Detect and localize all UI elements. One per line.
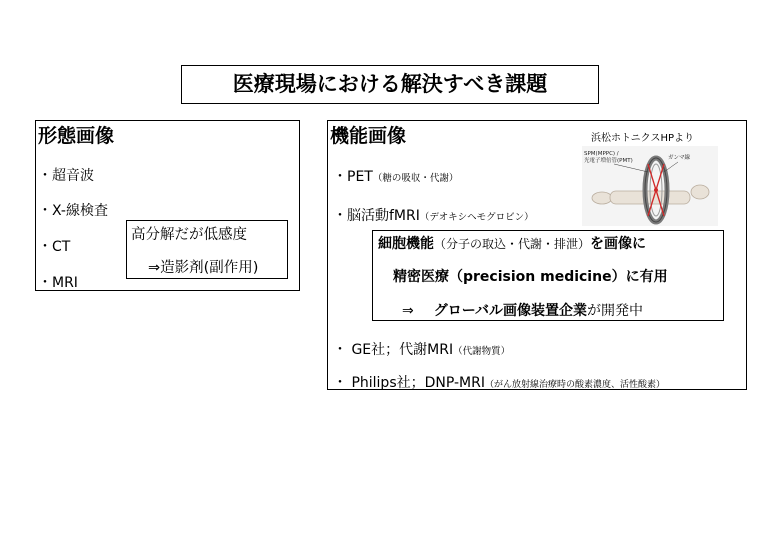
list-item-xray: ・X-線検査 <box>38 203 108 219</box>
pet-scanner-illustration <box>582 146 718 226</box>
morphological-heading: 形態画像 <box>38 125 115 147</box>
global-companies-text: グローバル画像装置企業 <box>433 303 588 319</box>
detector-label: SPM(MPPC) / <box>584 151 619 157</box>
page-title: 医療現場における解決すべき課題 <box>232 72 548 96</box>
pmt-label: 光電子増倍管(PMT) <box>584 158 633 164</box>
cell-function-tail: を画像に <box>590 236 647 252</box>
philips-label: ・ Philips社；DNP-MRI <box>333 375 485 391</box>
arrow-symbol: ⇒ <box>402 303 414 319</box>
list-item-ct: ・CT <box>38 239 71 255</box>
highlight-line-3 <box>402 300 643 320</box>
fmri-label: ・脳活動fMRI <box>333 208 420 224</box>
fmri-note: （デオキシヘモグロビン） <box>419 212 534 223</box>
ge-label: ・ GE社；代謝MRI <box>333 342 454 358</box>
cell-function-note: （分子の取込・代謝・排泄） <box>434 237 591 251</box>
highlight-line-1 <box>378 233 646 253</box>
image-credit: 浜松ホトニクスHPより <box>591 133 695 144</box>
ge-note: （代謝物質） <box>453 346 511 357</box>
cell-function-text: 細胞機能 <box>378 236 434 252</box>
philips-note: （がん放射線治療時の酸素濃度、活性酸素） <box>485 380 666 390</box>
note-line-contrast: ⇒造影剤(副作用) <box>148 260 259 276</box>
list-item-ultrasound: ・超音波 <box>38 168 94 184</box>
gamma-ray-label: ガンマ線 <box>668 155 691 161</box>
pet-label: ・PET <box>333 169 373 185</box>
list-item-philips <box>333 372 665 392</box>
highlight-line-2: 精密医療（precision medicine）に有用 <box>393 269 668 285</box>
functional-heading: 機能画像 <box>330 125 407 147</box>
list-item-pet <box>333 166 458 186</box>
list-item-ge <box>333 339 510 359</box>
in-development-text: が開発中 <box>587 303 644 319</box>
note-line-resolution: 高分解だが低感度 <box>131 227 247 243</box>
list-item-fmri <box>333 205 534 225</box>
pet-note: （糖の吸収・代謝） <box>372 173 459 184</box>
title-box <box>181 65 599 104</box>
list-item-mri: ・MRI <box>38 275 78 291</box>
